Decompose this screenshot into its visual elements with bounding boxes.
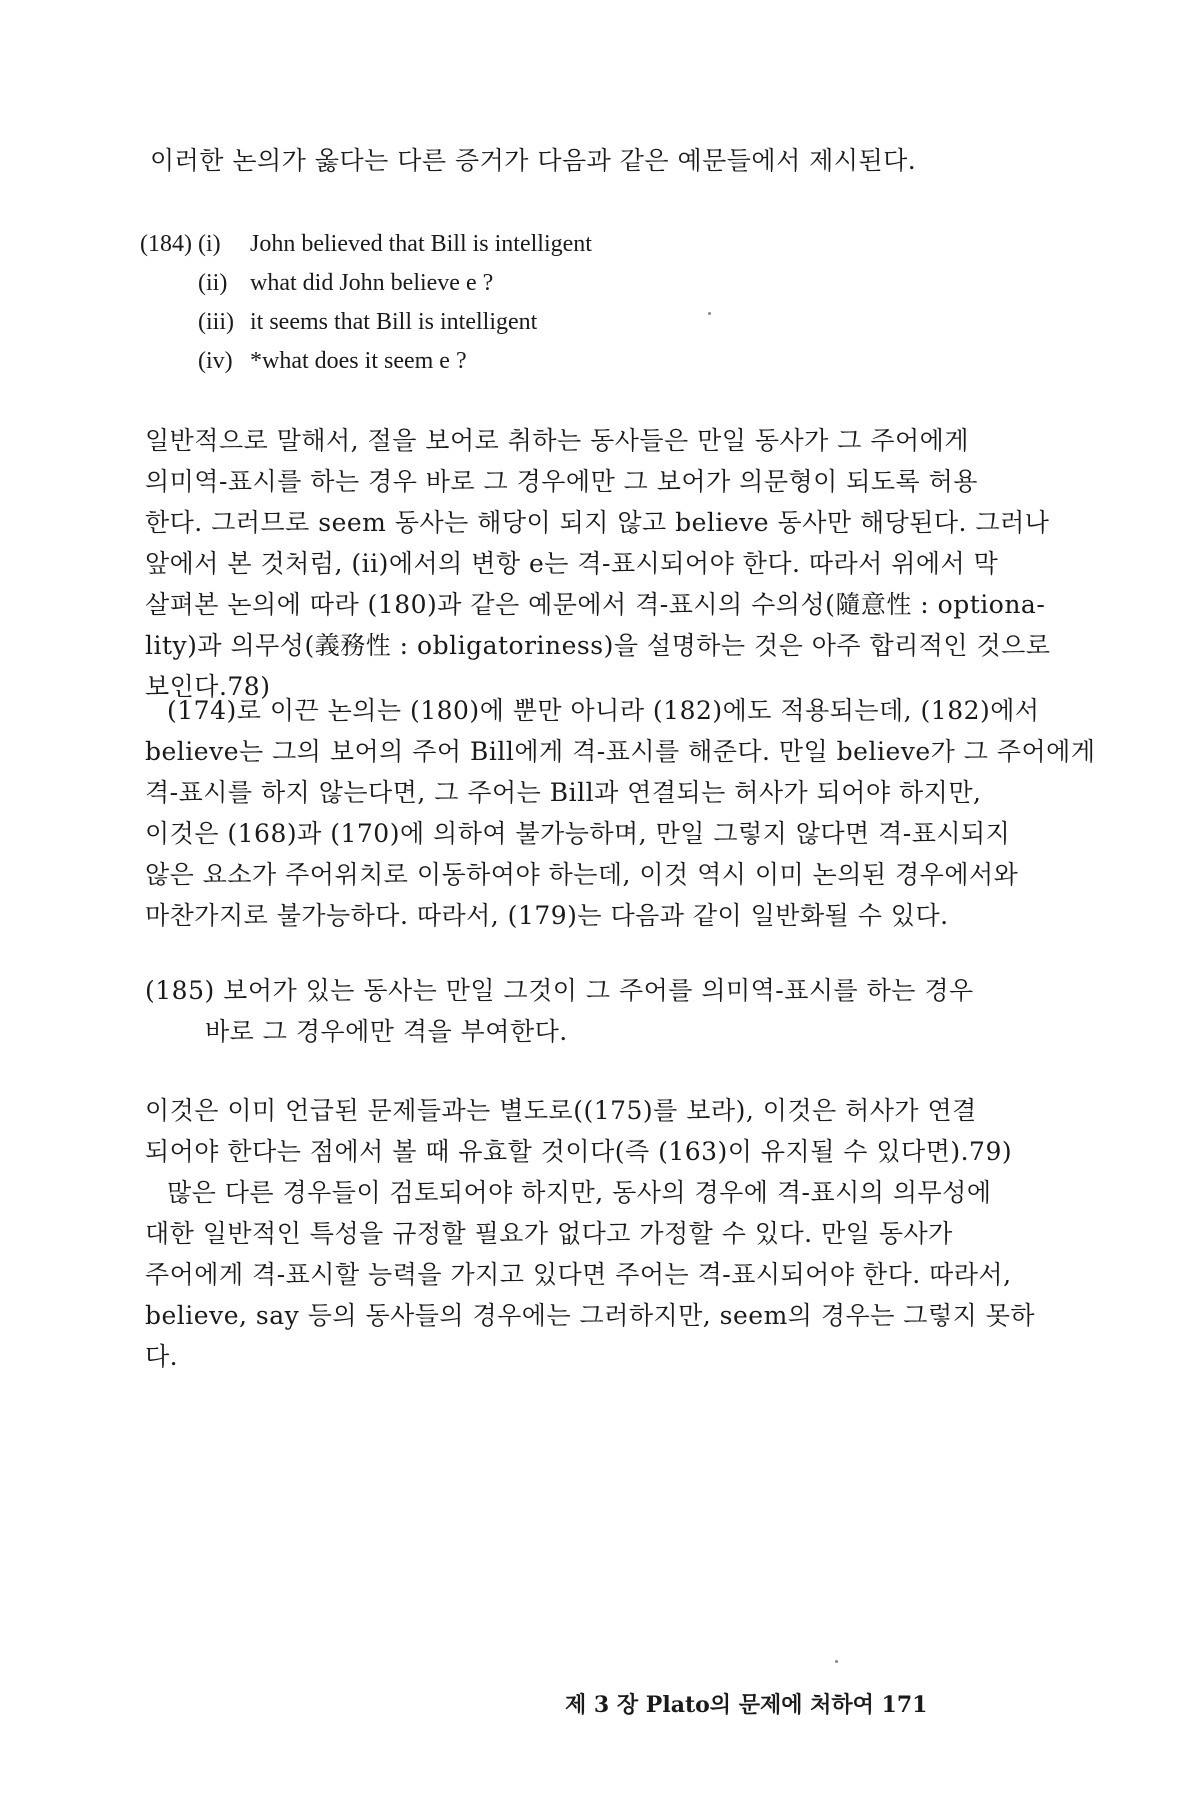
text-line: 격-표시를 하지 않는다면, 그 주어는 Bill과 연결되는 허사가 되어야 하지만, bbox=[145, 778, 982, 807]
paragraph-2 bbox=[145, 690, 1096, 936]
text-line: believe, say 등의 동사들의 경우에는 그러하지만, seem의 경우는 그렇지 못하 bbox=[145, 1301, 1036, 1330]
text-line: 앞에서 본 것처럼, (ii)에서의 변항 e는 격-표시되어야 한다. 따라서 위에서 막 bbox=[145, 549, 999, 578]
example-sentence: what did John believe e ? bbox=[250, 270, 494, 296]
example-label: (iii) bbox=[198, 309, 234, 335]
example-row bbox=[140, 342, 910, 381]
text-line: 마찬가지로 불가능하다. 따라서, (179)는 다음과 같이 일반화될 수 있다. bbox=[145, 901, 949, 930]
text-line: 살펴본 논의에 따라 (180)과 같은 예문에서 격-표시의 수의성(隨意性 : optiona- bbox=[145, 590, 1046, 619]
text-line: 보인다.78) bbox=[145, 672, 271, 701]
running-footer: 제 3 장 Plato의 문제에 처하여 171 bbox=[565, 1692, 928, 1718]
text-line: (185) 보어가 있는 동사는 만일 그것이 그 주어를 의미역-표시를 하는 경우 bbox=[145, 976, 974, 1005]
text-line: 한다. 그러므로 seem 동사는 해당이 되지 않고 believe 동사만 해당된다. 그러나 bbox=[145, 508, 1050, 537]
paragraph-3 bbox=[145, 1090, 1036, 1377]
example-number: (184) bbox=[140, 231, 192, 257]
paragraph-1 bbox=[145, 420, 1051, 707]
text-line: believe는 그의 보어의 주어 Bill에게 격-표시를 해준다. 만일 believe가 그 주어에게 bbox=[145, 737, 1096, 766]
scan-speck bbox=[708, 312, 711, 315]
text-line: 이것은 (168)과 (170)에 의하여 불가능하며, 만일 그렇지 않다면 격-표시되지 bbox=[145, 819, 1011, 848]
text-line: 대한 일반적인 특성을 규정할 필요가 없다고 가정할 수 있다. 만일 동사가 bbox=[145, 1219, 953, 1248]
text-line: 바로 그 경우에만 격을 부여한다. bbox=[205, 1017, 568, 1046]
intro-sentence: 이러한 논의가 옳다는 다른 증거가 다음과 같은 예문들에서 제시된다. bbox=[150, 146, 917, 175]
example-sentence: it seems that Bill is intelligent bbox=[250, 309, 538, 335]
text-line: 되어야 한다는 점에서 볼 때 유효할 것이다(즉 (163)이 유지될 수 있다면).79) bbox=[145, 1137, 1013, 1166]
text-line: (174)로 이끈 논의는 (180)에 뿐만 아니라 (182)에도 적용되는데, (182)에서 bbox=[167, 696, 1040, 725]
example-184 bbox=[140, 225, 910, 381]
text-line: 않은 요소가 주어위치로 이동하여야 하는데, 이것 역시 이미 논의된 경우에서와 bbox=[145, 860, 1019, 889]
text-line: 다. bbox=[145, 1342, 179, 1371]
example-sentence: *what does it seem e ? bbox=[250, 348, 467, 374]
example-row bbox=[140, 225, 910, 264]
example-185 bbox=[145, 970, 974, 1052]
example-sentence: John believed that Bill is intelligent bbox=[250, 231, 592, 257]
text-line: 많은 다른 경우들이 검토되어야 하지만, 동사의 경우에 격-표시의 의무성에 bbox=[167, 1178, 992, 1207]
text-line: 의미역-표시를 하는 경우 바로 그 경우에만 그 보어가 의문형이 되도록 허용 bbox=[145, 467, 978, 496]
text-line: 이것은 이미 언급된 문제들과는 별도로((175)를 보라), 이것은 허사가 연결 bbox=[145, 1096, 977, 1125]
example-row bbox=[140, 264, 910, 303]
example-label: (iv) bbox=[198, 348, 233, 374]
text-line: 일반적으로 말해서, 절을 보어로 취하는 동사들은 만일 동사가 그 주어에게 bbox=[145, 426, 969, 455]
scan-speck bbox=[835, 1660, 838, 1663]
example-label: (i) bbox=[198, 231, 221, 257]
example-row bbox=[140, 303, 910, 342]
text-line: lity)과 의무성(義務性 : obligatoriness)을 설명하는 것은 아주 합리적인 것으로 bbox=[145, 631, 1051, 660]
example-label: (ii) bbox=[198, 270, 228, 296]
text-line: 주어에게 격-표시할 능력을 가지고 있다면 주어는 격-표시되어야 한다. 따라서, bbox=[145, 1260, 1012, 1289]
